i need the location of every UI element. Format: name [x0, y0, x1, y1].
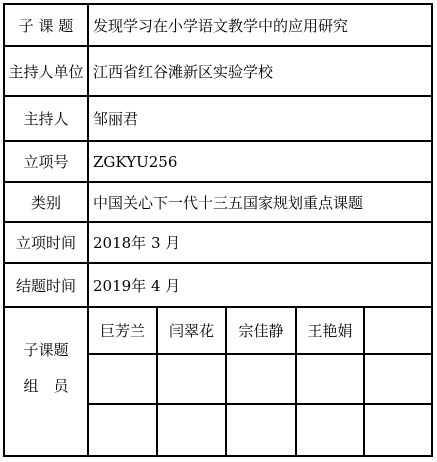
project-info-form: [3, 3, 433, 457]
members-label-line1: 子课题: [23, 340, 69, 359]
host-label: 主持人: [23, 110, 69, 128]
project-number-label: 立项号: [23, 153, 69, 171]
project-number-value: ZGKYU256: [93, 152, 178, 171]
host-unit-value: 江西省红谷滩新区实验学校: [93, 62, 274, 81]
approval-date-value: 2018年 3 月: [93, 234, 181, 252]
table-border-line: [363, 306, 365, 457]
member-name: 巨芳兰: [99, 322, 145, 340]
table-border-line: [88, 403, 433, 405]
category-label: 类别: [30, 193, 61, 212]
approval-date-label: 立项时间: [15, 234, 76, 252]
table-border-line: [431, 3, 433, 457]
table-border-line: [88, 353, 433, 355]
host-unit-label: 主持人单位: [8, 62, 84, 81]
table-border-line: [3, 455, 433, 457]
member-name: 宗佳静: [238, 322, 284, 340]
member-name: 王艳娟: [307, 322, 353, 340]
subtopic-label: 子 课 题: [18, 16, 74, 35]
category-value: 中国关心下一代十三五国家规划重点课题: [93, 193, 364, 212]
subtopic-value: 发现学习在小学语文教学中的应用研究: [93, 16, 349, 35]
completion-date-value: 2019年 4 月: [93, 276, 181, 295]
host-value: 邹丽君: [93, 110, 139, 128]
members-label-line2: 组 员: [23, 376, 69, 395]
member-name: 闫翠花: [168, 322, 214, 340]
completion-date-label: 结题时间: [15, 276, 76, 295]
